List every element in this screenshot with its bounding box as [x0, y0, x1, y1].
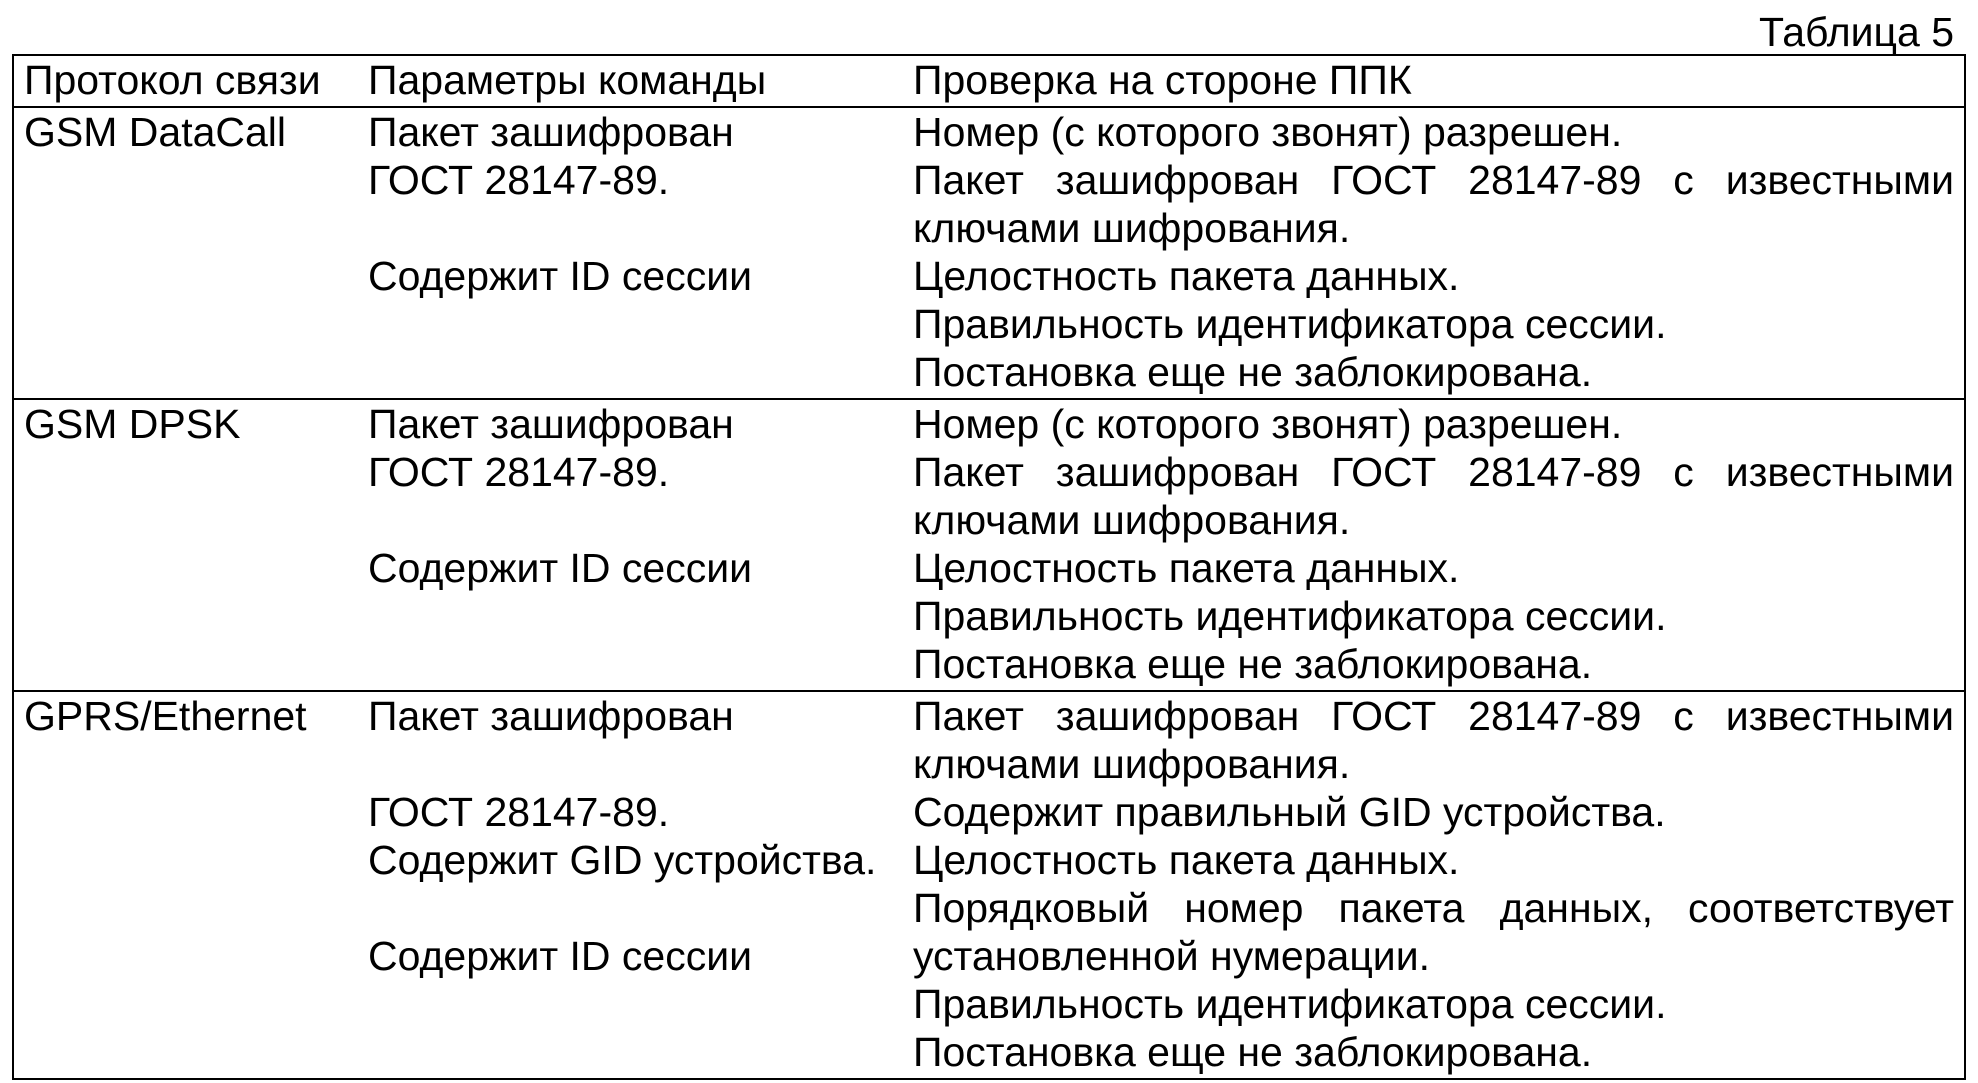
checks-cell: [903, 107, 1965, 399]
protocol-cell: GPRS/Ethernet: [13, 691, 358, 1079]
check-item: Пакет зашифрован ГОСТ 28147-89 с известными ключами шифрования.: [913, 693, 1954, 787]
check-item: Пакет зашифрован ГОСТ 28147-89 с известными ключами шифрования.: [913, 157, 1954, 251]
param-line: Пакет зашифрован: [368, 693, 734, 739]
params-cell: [358, 107, 903, 399]
table-row: [13, 107, 1965, 399]
check-item: Номер (с которого звонят) разрешен.: [913, 109, 1623, 155]
check-item: Целостность пакета данных.: [913, 253, 1460, 299]
param-line: ГОСТ 28147-89.: [368, 449, 670, 495]
param-line: Содержит ID сессии: [368, 933, 753, 979]
params-cell: [358, 399, 903, 691]
check-item: Целостность пакета данных.: [913, 837, 1460, 883]
param-line: Содержит GID устройства.: [368, 837, 877, 883]
protocol-cell: GSM DPSK: [13, 399, 358, 691]
table-row: [13, 399, 1965, 691]
param-line: Пакет зашифрован: [368, 109, 734, 155]
check-item: Правильность идентификатора сессии.: [913, 981, 1667, 1027]
check-item: Номер (с которого звонят) разрешен.: [913, 401, 1623, 447]
param-line: ГОСТ 28147-89.: [368, 789, 670, 835]
checks-cell: [903, 691, 1965, 1079]
check-item: Постановка еще не заблокирована.: [913, 349, 1593, 395]
param-line: ГОСТ 28147-89.: [368, 157, 670, 203]
header-protocol: Протокол связи: [13, 55, 358, 107]
header-checks: Проверка на стороне ППК: [903, 55, 1965, 107]
table-header-row: [13, 55, 1965, 107]
param-line: Содержит ID сессии: [368, 253, 753, 299]
check-item: Целостность пакета данных.: [913, 545, 1460, 591]
table-caption: Таблица 5: [1759, 9, 1954, 55]
header-params: Параметры команды: [358, 55, 903, 107]
protocol-cell: GSM DataCall: [13, 107, 358, 399]
check-item: Порядковый номер пакета данных, соответствует установленной нумерации.: [913, 885, 1954, 979]
check-item: Содержит правильный GID устройства.: [913, 789, 1666, 835]
params-cell: [358, 691, 903, 1079]
check-item: Правильность идентификатора сессии.: [913, 593, 1667, 639]
check-item: Правильность идентификатора сессии.: [913, 301, 1667, 347]
protocol-table: [12, 54, 1966, 1080]
check-item: Пакет зашифрован ГОСТ 28147-89 с известными ключами шифрования.: [913, 449, 1954, 543]
param-line: Содержит ID сессии: [368, 545, 753, 591]
checks-cell: [903, 399, 1965, 691]
check-item: Постановка еще не заблокирована.: [913, 641, 1593, 687]
table-row: [13, 691, 1965, 1079]
check-item: Постановка еще не заблокирована.: [913, 1029, 1593, 1075]
param-line: Пакет зашифрован: [368, 401, 734, 447]
